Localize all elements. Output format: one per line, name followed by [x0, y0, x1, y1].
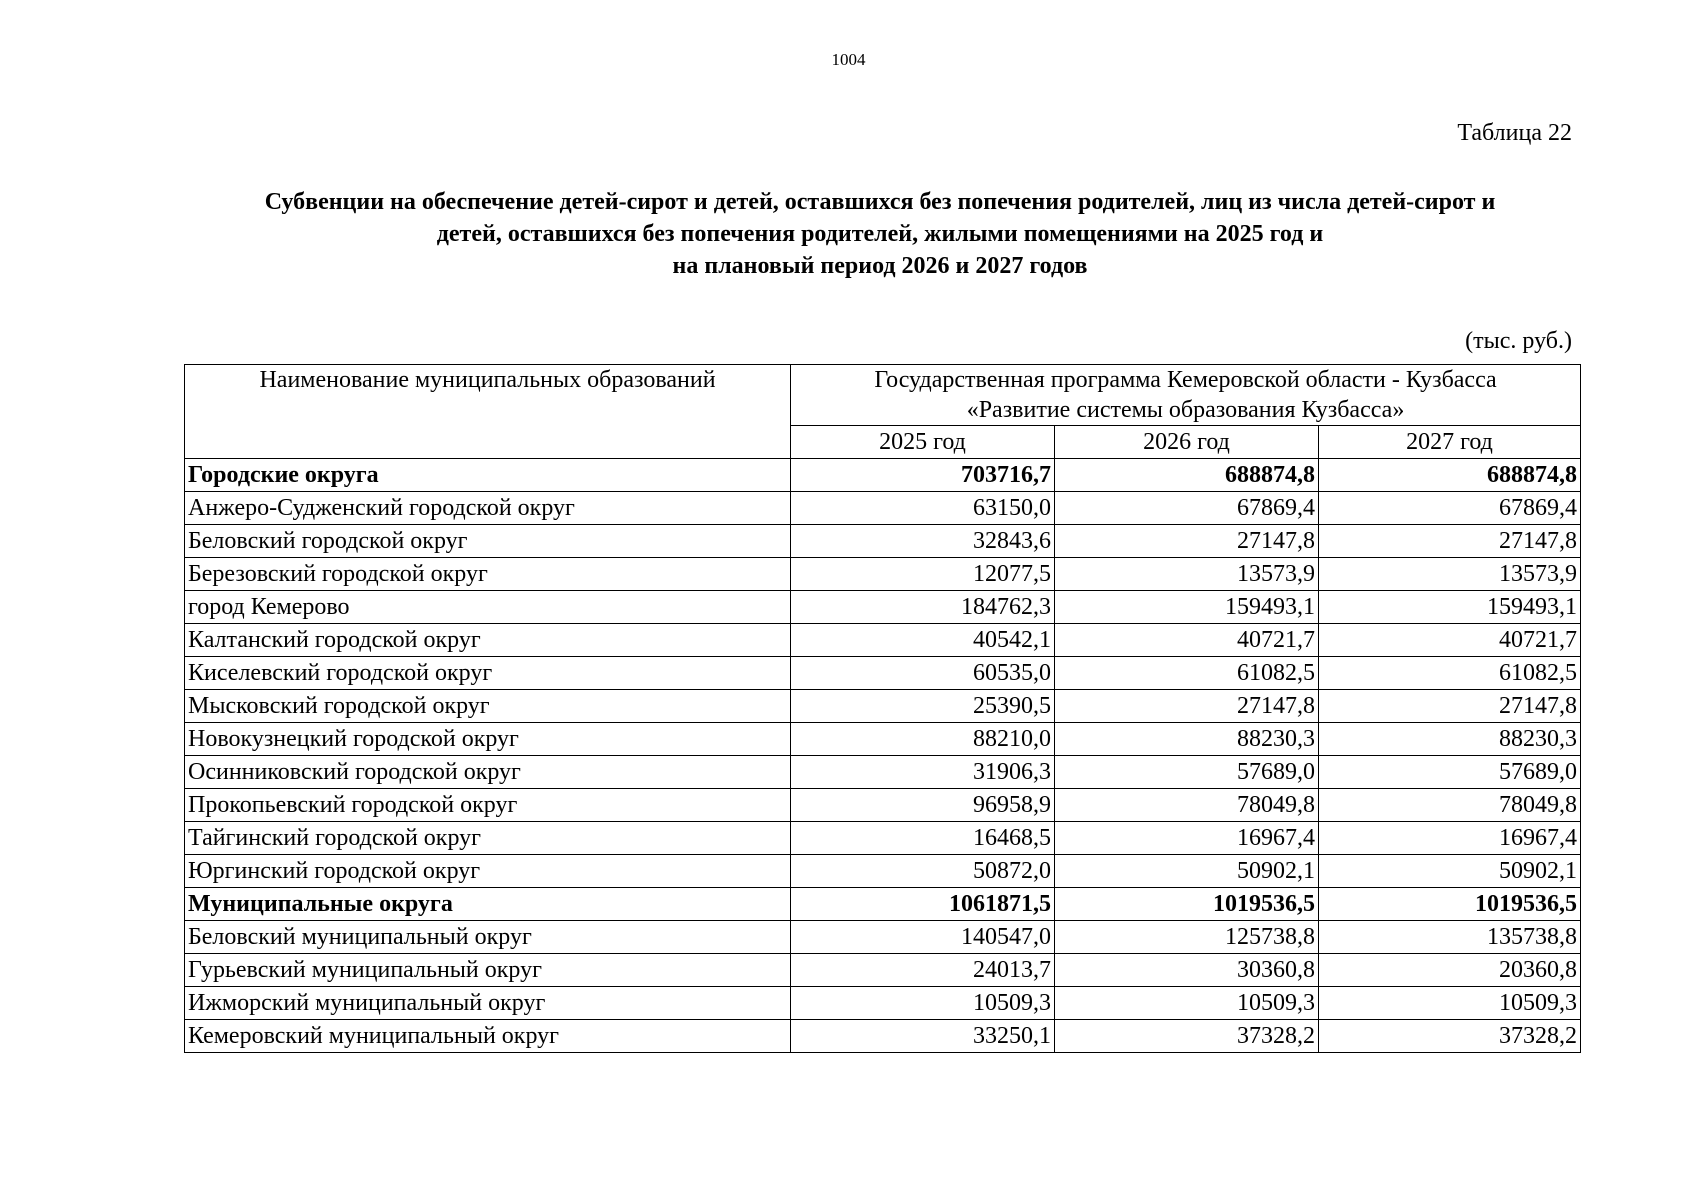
- value-2026-cell: 37328,2: [1055, 1020, 1319, 1053]
- value-2026-cell: 61082,5: [1055, 657, 1319, 690]
- municipality-name-cell: Гурьевский муниципальный округ: [185, 954, 791, 987]
- value-2027-cell: 27147,8: [1319, 525, 1581, 558]
- municipality-name-cell: Киселевский городской округ: [185, 657, 791, 690]
- municipality-column-header: Наименование муниципальных образований: [185, 365, 791, 459]
- value-2027-cell: 40721,7: [1319, 624, 1581, 657]
- value-2027-cell: 57689,0: [1319, 756, 1581, 789]
- value-2026-cell: 50902,1: [1055, 855, 1319, 888]
- page-number: 1004: [831, 50, 866, 69]
- value-2025-cell: 184762,3: [791, 591, 1055, 624]
- value-2025-cell: 96958,9: [791, 789, 1055, 822]
- value-2027-cell: 16967,4: [1319, 822, 1581, 855]
- value-2027-cell: 13573,9: [1319, 558, 1581, 591]
- table-row: [185, 822, 1581, 855]
- table-row: [185, 921, 1581, 954]
- title-line-1: Субвенции на обеспечение детей-сирот и детей, оставшихся без попечения родителей, лиц из числа детей-сирот и: [264, 189, 1496, 215]
- municipality-name-cell: город Кемерово: [185, 591, 791, 624]
- value-2025-cell: 33250,1: [791, 1020, 1055, 1053]
- value-2025-cell: 703716,7: [791, 459, 1055, 492]
- value-2026-cell: 159493,1: [1055, 591, 1319, 624]
- subventions-table: [184, 364, 1581, 1053]
- value-2027-cell: 20360,8: [1319, 954, 1581, 987]
- value-2027-cell: 10509,3: [1319, 987, 1581, 1020]
- municipality-name-cell: Муниципальные округа: [185, 888, 791, 921]
- value-2025-cell: 25390,5: [791, 690, 1055, 723]
- value-2026-cell: 30360,8: [1055, 954, 1319, 987]
- municipality-name-cell: Юргинский городской округ: [185, 855, 791, 888]
- table-row: [185, 624, 1581, 657]
- table-row: [185, 525, 1581, 558]
- value-2025-cell: 60535,0: [791, 657, 1055, 690]
- group-total-row: [185, 888, 1581, 921]
- municipality-name-cell: Калтанский городской округ: [185, 624, 791, 657]
- table-row: [185, 723, 1581, 756]
- value-2026-cell: 27147,8: [1055, 690, 1319, 723]
- table-row: [185, 954, 1581, 987]
- value-2027-cell: 159493,1: [1319, 591, 1581, 624]
- value-2025-cell: 31906,3: [791, 756, 1055, 789]
- value-2026-cell: 10509,3: [1055, 987, 1319, 1020]
- program-header-line-1: Государственная программа Кемеровской области - Кузбасса: [874, 367, 1497, 393]
- municipality-name-cell: Мысковский городской округ: [185, 690, 791, 723]
- table-row: [185, 756, 1581, 789]
- value-2026-cell: 13573,9: [1055, 558, 1319, 591]
- value-2026-cell: 67869,4: [1055, 492, 1319, 525]
- table-row: [185, 789, 1581, 822]
- value-2025-cell: 24013,7: [791, 954, 1055, 987]
- table-row: [185, 591, 1581, 624]
- table-row: [185, 657, 1581, 690]
- value-2026-cell: 16967,4: [1055, 822, 1319, 855]
- municipality-name-cell: Прокопьевский городской округ: [185, 789, 791, 822]
- value-2026-cell: 57689,0: [1055, 756, 1319, 789]
- municipality-name-cell: Беловский городской округ: [185, 525, 791, 558]
- value-2025-cell: 1061871,5: [791, 888, 1055, 921]
- value-2027-cell: 1019536,5: [1319, 888, 1581, 921]
- table-row: [185, 1020, 1581, 1053]
- title-line-3: на плановый период 2026 и 2027 годов: [672, 253, 1088, 279]
- value-2027-cell: 61082,5: [1319, 657, 1581, 690]
- table-row: [185, 558, 1581, 591]
- value-2025-cell: 63150,0: [791, 492, 1055, 525]
- value-2026-cell: 1019536,5: [1055, 888, 1319, 921]
- value-2026-cell: 88230,3: [1055, 723, 1319, 756]
- value-2025-cell: 16468,5: [791, 822, 1055, 855]
- table-row: [185, 987, 1581, 1020]
- document-title: [180, 186, 1580, 282]
- value-2027-cell: 688874,8: [1319, 459, 1581, 492]
- program-header-line-2: «Развитие системы образования Кузбасса»: [966, 397, 1405, 423]
- value-2027-cell: 135738,8: [1319, 921, 1581, 954]
- group-total-row: [185, 459, 1581, 492]
- value-2027-cell: 78049,8: [1319, 789, 1581, 822]
- value-2026-cell: 125738,8: [1055, 921, 1319, 954]
- value-2025-cell: 50872,0: [791, 855, 1055, 888]
- value-2026-cell: 27147,8: [1055, 525, 1319, 558]
- municipality-name-cell: Новокузнецкий городской округ: [185, 723, 791, 756]
- municipality-name-cell: Анжеро-Судженский городской округ: [185, 492, 791, 525]
- units-label: (тыс. руб.): [1465, 328, 1572, 354]
- value-2025-cell: 32843,6: [791, 525, 1055, 558]
- title-line-2: детей, оставшихся без попечения родителей, жилыми помещениями на 2025 год и: [436, 221, 1324, 247]
- municipality-name-cell: Беловский муниципальный округ: [185, 921, 791, 954]
- municipality-name-cell: Ижморский муниципальный округ: [185, 987, 791, 1020]
- value-2025-cell: 40542,1: [791, 624, 1055, 657]
- year-header-2026: 2026 год: [1055, 426, 1319, 459]
- value-2027-cell: 88230,3: [1319, 723, 1581, 756]
- value-2026-cell: 40721,7: [1055, 624, 1319, 657]
- municipality-name-cell: Кемеровский муниципальный округ: [185, 1020, 791, 1053]
- program-column-header: [791, 365, 1581, 426]
- municipality-name-cell: Березовский городской округ: [185, 558, 791, 591]
- value-2027-cell: 27147,8: [1319, 690, 1581, 723]
- value-2027-cell: 37328,2: [1319, 1020, 1581, 1053]
- municipality-name-cell: Осинниковский городской округ: [185, 756, 791, 789]
- year-header-2027: 2027 год: [1319, 426, 1581, 459]
- table-body: [185, 459, 1581, 1053]
- value-2025-cell: 140547,0: [791, 921, 1055, 954]
- value-2026-cell: 78049,8: [1055, 789, 1319, 822]
- value-2025-cell: 88210,0: [791, 723, 1055, 756]
- table-row: [185, 492, 1581, 525]
- municipality-name-cell: Тайгинский городской округ: [185, 822, 791, 855]
- value-2027-cell: 67869,4: [1319, 492, 1581, 525]
- value-2027-cell: 50902,1: [1319, 855, 1581, 888]
- municipality-name-cell: Городские округа: [185, 459, 791, 492]
- value-2025-cell: 12077,5: [791, 558, 1055, 591]
- table-row: [185, 690, 1581, 723]
- value-2025-cell: 10509,3: [791, 987, 1055, 1020]
- year-header-2025: 2025 год: [791, 426, 1055, 459]
- value-2026-cell: 688874,8: [1055, 459, 1319, 492]
- table-row: [185, 855, 1581, 888]
- table-label: Таблица 22: [1457, 120, 1572, 146]
